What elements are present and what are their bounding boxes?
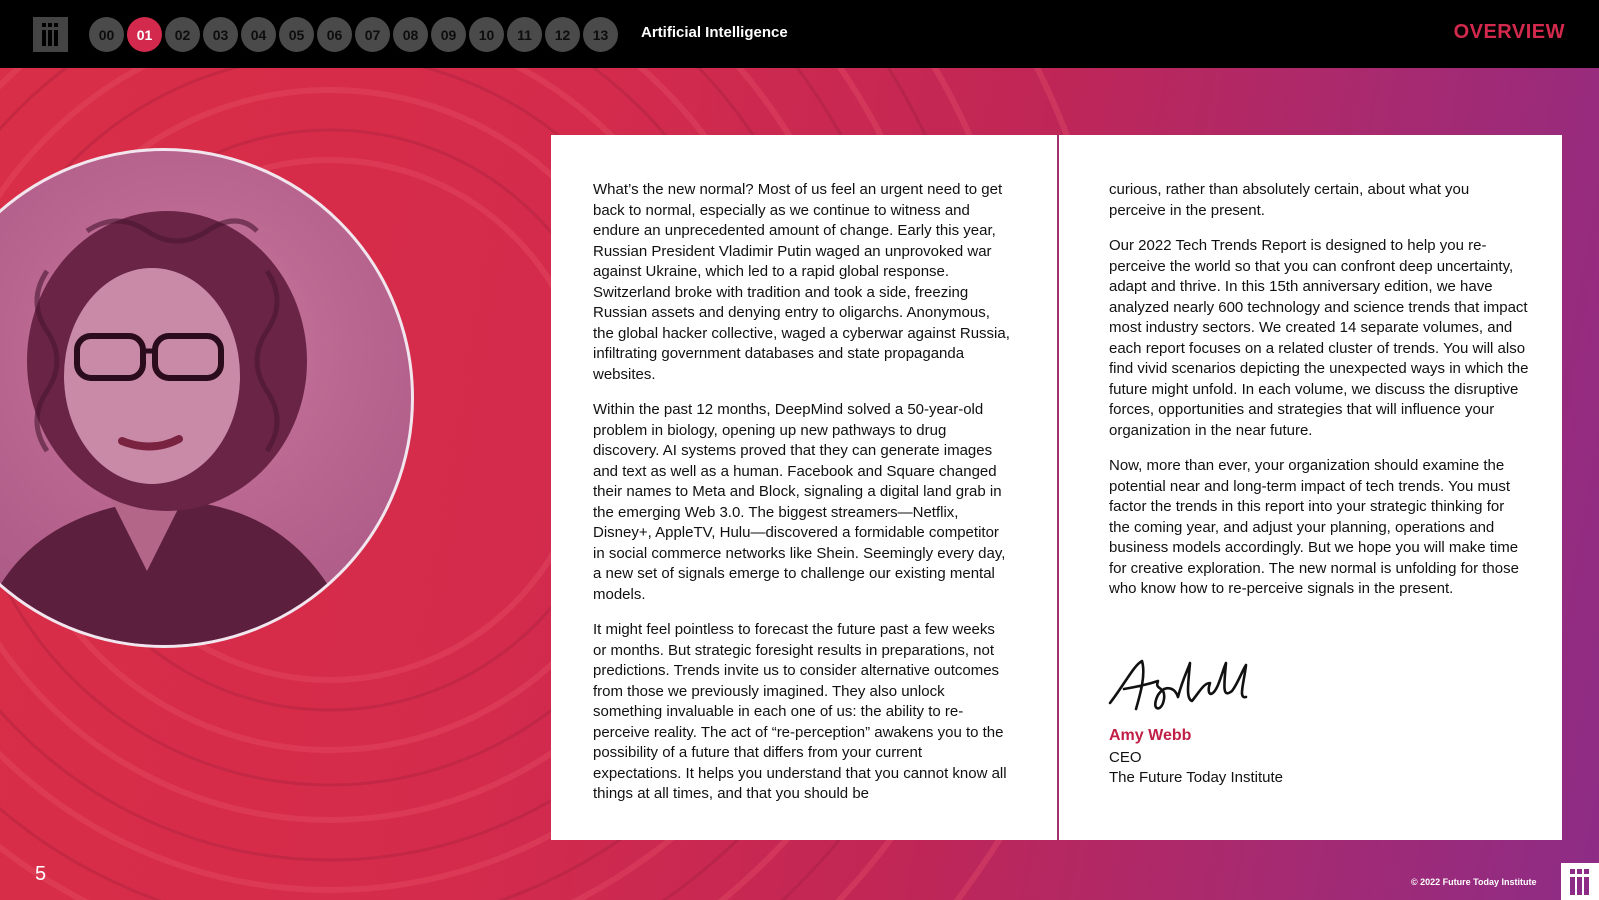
paragraph: It might feel pointless to forecast the future past a few weeks or months. But strategic foresight results in preparations, not predictions. Trends invite us to consider alternative outcomes from those we previously imagined. They also unlock something invaluable in each one of us: the ability to re-perceive reality. The act of “re-perception” awakens you to the possibility of a future that differs from your current expectations. It helps you understand that you cannot know all things at all times, and that you should be xyxy=(593,621,1007,802)
paragraph: Now, more than ever, your organization should examine the potential near and long-term impact of tech trends. You must factor the trends in this report into your strategic thinking for the coming year, and adjust your planning, operations and business models accordingly. But we hope you will make time for creative exploration. The new normal is unfolding for those who know how to re-perceive signals in the present. xyxy=(1109,457,1519,597)
signer-name: Amy Webb xyxy=(1109,727,1192,744)
column-divider xyxy=(1057,135,1059,840)
nav-item-03[interactable]: 03 xyxy=(203,17,238,52)
section-title: Artificial Intelligence xyxy=(641,24,788,41)
nav-item-11[interactable]: 11 xyxy=(507,17,542,52)
signature-icon xyxy=(1106,655,1256,717)
top-navigation-bar xyxy=(0,0,1599,68)
nav-item-06[interactable]: 06 xyxy=(317,17,352,52)
letter-column-right xyxy=(1109,180,1529,615)
nav-item-12[interactable]: 12 xyxy=(545,17,580,52)
nav-item-13[interactable]: 13 xyxy=(583,17,618,52)
copyright-text: © 2022 Future Today Institute xyxy=(1411,877,1537,887)
nav-item-04[interactable]: 04 xyxy=(241,17,276,52)
paragraph: Within the past 12 months, DeepMind solved a 50-year-old problem in biology, opening up new pathways to drug discovery. AI systems proved that they can generate images and text as well as a human. Facebook and Square changed their names to Meta and Block, signaling a digital land grab in the emerging Web 3.0. The biggest streamers—Netflix, Disney+, AppleTV, Hulu—discovered a formidable competitor in social commerce networks like Shein. Seemingly every day, a new set of signals emerge to challenge our existing mental models. xyxy=(593,401,1006,603)
nav-item-02[interactable]: 02 xyxy=(165,17,200,52)
chapter-navigation xyxy=(89,17,618,52)
overview-link[interactable]: OVERVIEW xyxy=(1453,21,1565,43)
signer-role: CEO xyxy=(1109,749,1142,766)
nav-item-00[interactable]: 00 xyxy=(89,17,124,52)
paragraph: curious, rather than absolutely certain, about what you perceive in the present. xyxy=(1109,181,1470,219)
paragraph: Our 2022 Tech Trends Report is designed to help you re-perceive the world so that you can confront deep uncertainty, adapt and thrive. In this 15th anniversary edition, we have analyzed nearly 600 technology and science trends that impact most industry sectors. We created 14 separate volumes, and each report focuses on a related cluster of trends. You will also find vivid scenarios depicting the unexpected ways in which the future might unfold. In each volume, we discuss the disruptive forces, opportunities and strategies that will influence your organization in the near future. xyxy=(1109,237,1529,439)
paragraph: What’s the new normal? Most of us feel an urgent need to get back to normal, especially as we continue to witness and endure an unprecedented amount of change. Early this year, Russian President Vladimir Putin waged an unprovoked war against Ukraine, which led to a rapid global response. Switzerland broke with tradition and took a side, freezing Russian assets and denying entry to oligarchs. Anonymous, the global hacker collective, waged a cyberwar against Russia, infiltrating government databases and state propaganda websites. xyxy=(593,181,1010,383)
nav-item-05[interactable]: 05 xyxy=(279,17,314,52)
nav-item-01[interactable]: 01 xyxy=(127,17,162,52)
signer-organization: The Future Today Institute xyxy=(1109,769,1283,786)
fti-logo-icon[interactable] xyxy=(33,17,68,52)
fti-corner-logo-icon[interactable] xyxy=(1561,863,1599,900)
nav-item-10[interactable]: 10 xyxy=(469,17,504,52)
nav-item-09[interactable]: 09 xyxy=(431,17,466,52)
nav-item-07[interactable]: 07 xyxy=(355,17,390,52)
page-number: 5 xyxy=(35,863,47,885)
nav-item-08[interactable]: 08 xyxy=(393,17,428,52)
letter-column-left xyxy=(593,180,1011,820)
